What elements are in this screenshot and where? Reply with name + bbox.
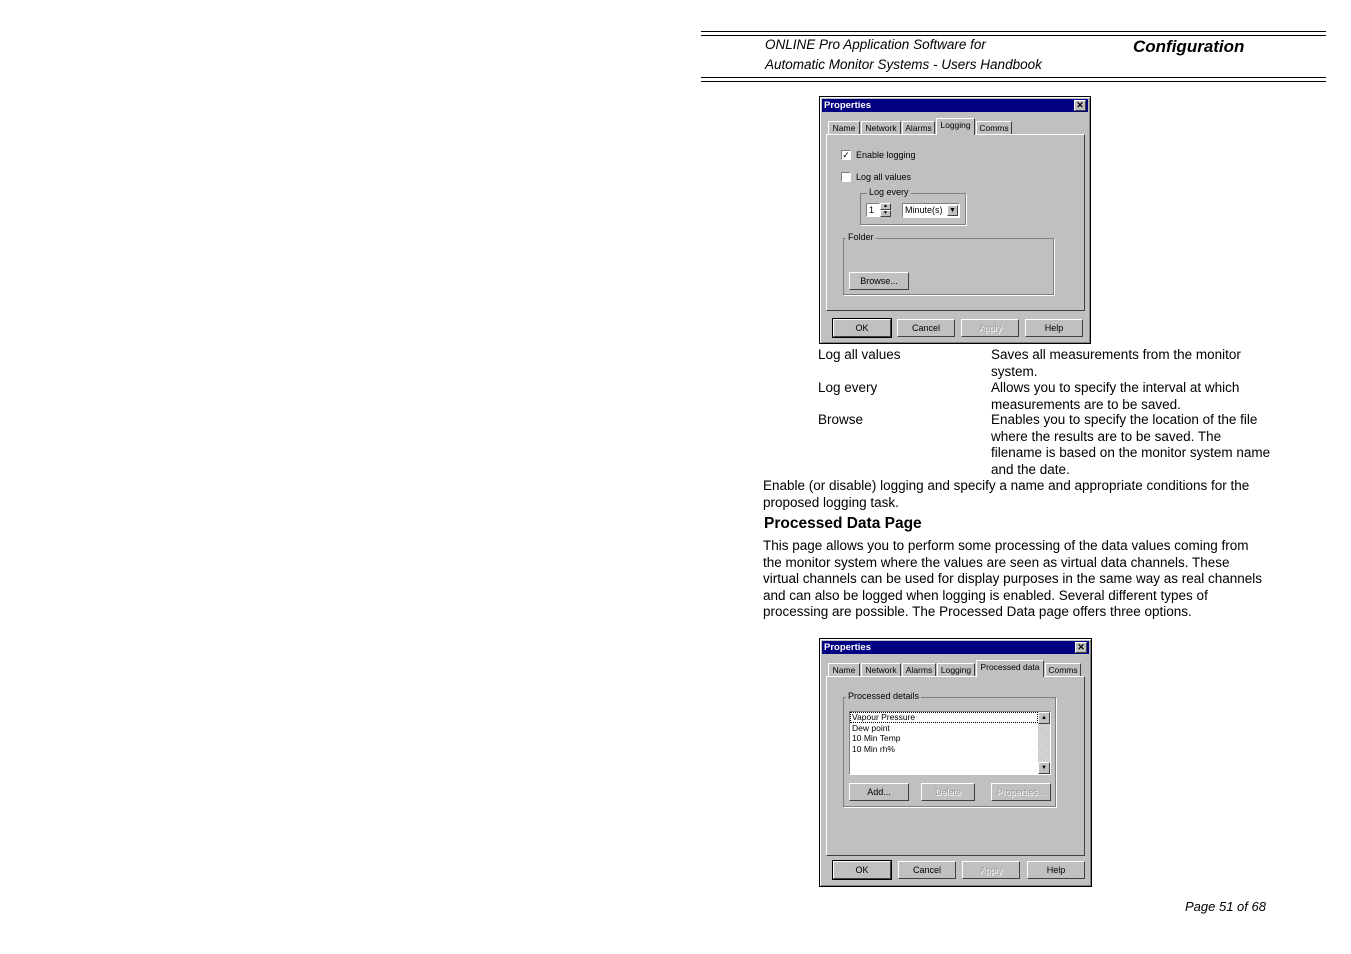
enable-logging-checkbox[interactable]: ✓ (842, 150, 850, 160)
delete-button[interactable]: Delete (921, 783, 975, 801)
folder-group-title: Folder (848, 232, 874, 242)
apply-button[interactable]: Apply (961, 319, 1019, 337)
help-button[interactable]: Help (1027, 861, 1085, 879)
processed-details-group (843, 691, 1056, 807)
log-every-value: 1 (869, 205, 875, 215)
properties-dialog-logging (819, 96, 1091, 344)
ok-button[interactable]: OK (833, 319, 891, 337)
tab-comms[interactable]: Comms (976, 121, 1012, 135)
scroll-up-icon[interactable]: ▲ (1038, 712, 1050, 724)
header-rule-bottom-1 (701, 77, 1326, 78)
log-every-unit: Minute(s) (905, 205, 943, 215)
processed-list[interactable] (849, 711, 1051, 775)
apply-button[interactable]: Apply (962, 861, 1020, 879)
def-desc-log-every: Allows you to specify the interval at which measurements are to be saved. (991, 380, 1240, 412)
processed-details-title: Processed details (848, 691, 920, 701)
tab-panel (826, 134, 1085, 311)
list-item[interactable]: 10 Min rh% (852, 743, 895, 754)
dialog-title: Properties (824, 642, 871, 653)
chevron-down-icon[interactable]: ▼ (947, 205, 958, 216)
tab-alarms[interactable]: Alarms (902, 663, 936, 677)
cancel-button[interactable]: Cancel (897, 319, 955, 337)
properties-button[interactable]: Properties... (991, 783, 1051, 801)
log-every-value-input[interactable] (866, 203, 880, 217)
tab-logging[interactable]: Logging (936, 118, 975, 135)
list-item[interactable]: Vapour Pressure (850, 712, 1038, 723)
intro-paragraph: Enable (or disable) logging and specify a name and appropriate conditions for the proposed logging task. (763, 478, 1250, 510)
dialog-titlebar (822, 641, 1089, 654)
header-title-line1: ONLINE Pro Application Software for (765, 37, 986, 52)
spin-up-icon[interactable]: ▲ (880, 203, 891, 210)
log-all-values-label: Log all values (856, 172, 912, 182)
tab-panel (826, 676, 1085, 856)
tab-comms[interactable]: Comms (1045, 663, 1081, 677)
list-item[interactable]: 10 Min Temp (852, 733, 901, 743)
def-desc-log-all-values: Saves all measurements from the monitor system. (991, 347, 1241, 379)
header-rule-top-1 (701, 31, 1326, 32)
def-term-browse: Browse (818, 412, 864, 427)
close-icon[interactable]: ✕ (1074, 100, 1086, 111)
properties-dialog-processed (819, 638, 1092, 887)
ok-button[interactable]: OK (833, 861, 891, 879)
folder-group (843, 232, 1054, 295)
add-button[interactable]: Add... (849, 783, 909, 801)
cancel-button[interactable]: Cancel (898, 861, 956, 879)
tab-network[interactable]: Network (861, 663, 901, 677)
tab-processed-data[interactable]: Processed data (976, 660, 1044, 677)
log-every-unit-select[interactable] (902, 203, 960, 218)
list-scrollbar[interactable] (1038, 712, 1050, 774)
header-section: Configuration (1133, 37, 1245, 56)
spin-down-icon[interactable]: ▼ (880, 210, 891, 217)
section-title: Processed Data Page (764, 515, 922, 532)
log-all-values-checkbox[interactable] (841, 172, 851, 182)
help-button[interactable]: Help (1025, 319, 1083, 337)
dialog-title: Properties (824, 100, 871, 111)
header-rule-bottom-2 (701, 81, 1326, 82)
dialog-titlebar (822, 99, 1088, 112)
log-every-spinner[interactable] (880, 203, 891, 217)
section-paragraph: This page allows you to perform some processing of the data values coming from the monitor system where the values are seen as virtual data channels. These virtual channels can be used for display purposes in the same way as real channels and can also be logged when logging is enabled. Several different types of processing are possible. The Processed Data page offers three options. (763, 538, 1263, 619)
browse-button[interactable]: Browse... (849, 272, 909, 290)
log-every-group-title: Log every (869, 187, 909, 197)
tab-name[interactable]: Name (828, 121, 860, 135)
page-number: Page 51 of 68 (1185, 899, 1266, 914)
def-desc-browse: Enables you to specify the location of the file where the results are to be saved. The filename is based on the monitor system name and the date. (991, 412, 1271, 477)
header-title-line2: Automatic Monitor Systems - Users Handbook (765, 57, 1042, 72)
tab-logging[interactable]: Logging (937, 663, 975, 677)
tab-network[interactable]: Network (861, 121, 901, 135)
tab-alarms[interactable]: Alarms (902, 121, 935, 135)
log-every-group (860, 187, 966, 225)
scroll-down-icon[interactable]: ▼ (1038, 762, 1050, 774)
enable-logging-label: Enable logging (856, 150, 916, 160)
def-term-log-all-values: Log all values (818, 347, 901, 362)
tab-name[interactable]: Name (828, 663, 860, 677)
close-icon[interactable]: ✕ (1075, 642, 1087, 653)
list-item[interactable]: Dew point (852, 722, 890, 733)
header-rule-top-2 (701, 35, 1326, 36)
def-term-log-every: Log every (818, 380, 878, 395)
